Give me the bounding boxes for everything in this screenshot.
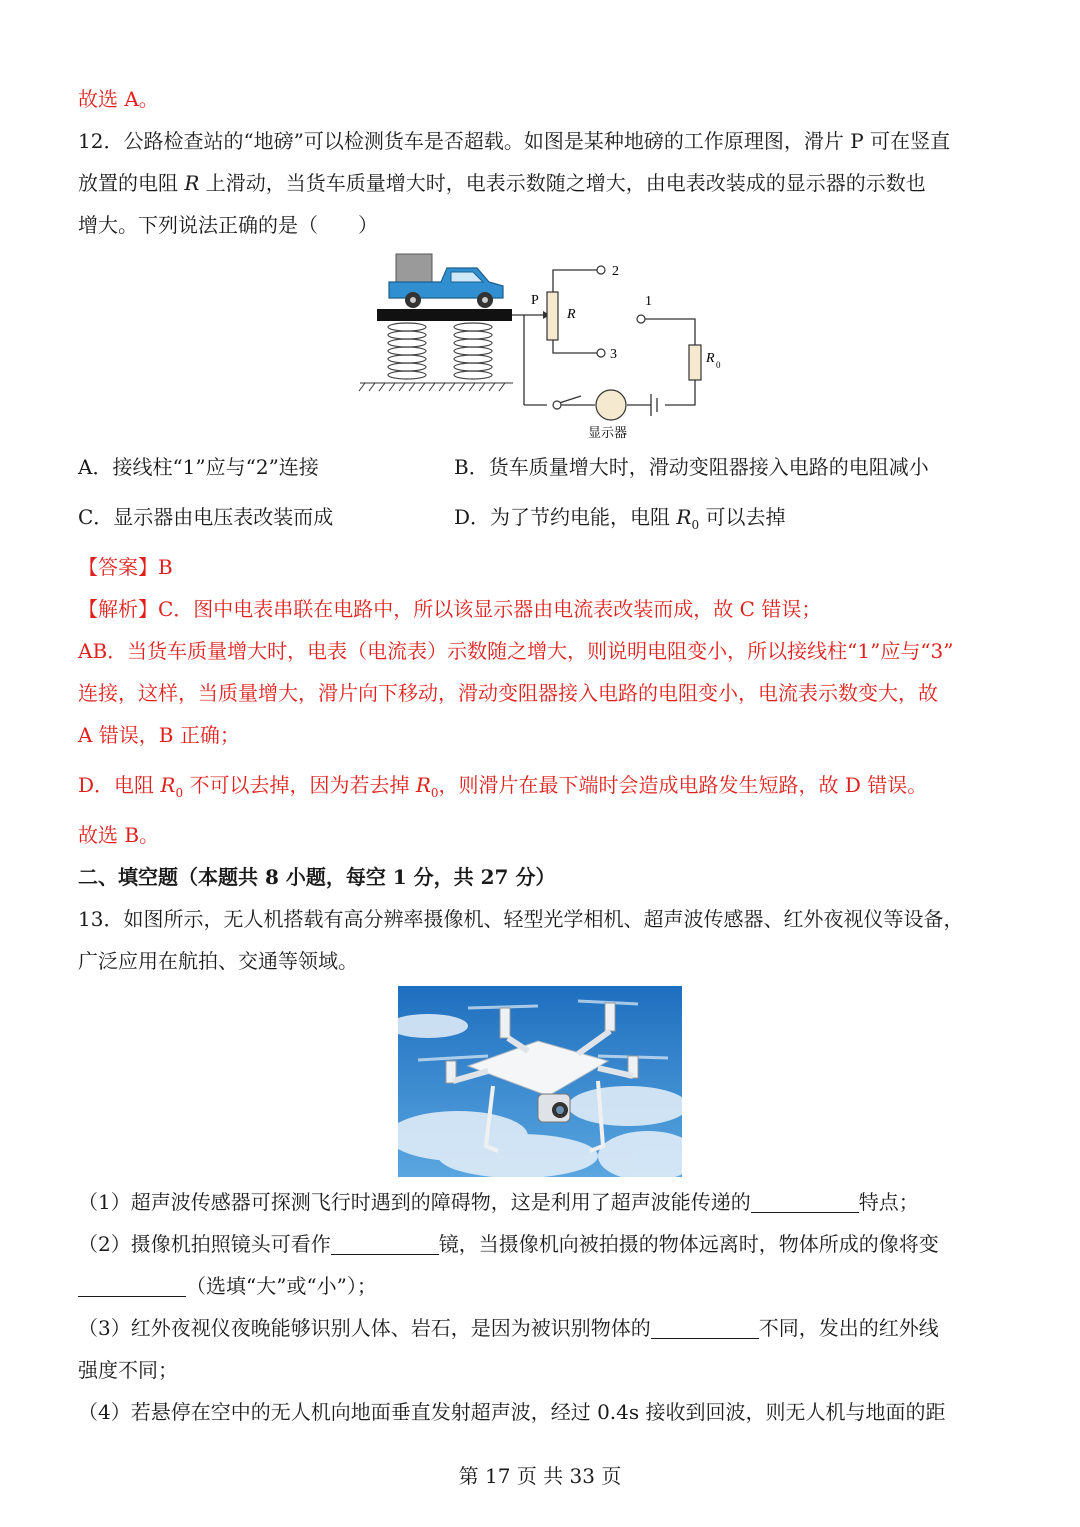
ground xyxy=(359,383,513,391)
resistor-r0 xyxy=(689,345,701,380)
option-d: D．为了节约电能，电阻 $R_0$ 可以去掉 xyxy=(454,505,786,532)
previous-conclusion: 故选 A。 xyxy=(78,87,159,111)
explanation-line4: A 错误，B 正确； xyxy=(78,723,240,747)
drone-photo xyxy=(398,986,682,1177)
final-answer: 故选 B。 xyxy=(78,823,160,847)
truck-icon xyxy=(389,254,503,308)
display-meter xyxy=(596,390,626,420)
terminal-3 xyxy=(597,349,605,357)
scale-platform xyxy=(377,309,512,321)
explanation-line1: 【解析】C．图中电表串联在电路中，所以该显示器由电流表改装而成，故 C 错误； xyxy=(78,597,822,621)
q13-sub4: （4）若悬停在空中的无人机向地面垂直发射超声波，经过 0.4s 接收到回波，则无人机与地面的距 xyxy=(78,1400,946,1424)
label-2: 2 xyxy=(612,264,619,279)
explanation-line2: AB．当货车质量增大时，电表（电流表）示数随之增大，则说明电阻变小，所以接线柱“1”应与“3” xyxy=(78,639,954,663)
q13-stem-line1: 13．如图所示，无人机搭载有高分辨率摄像机、轻型光学相机、超声波传感器、红外夜视仪等设备， xyxy=(78,907,964,931)
q13-sub2-cont: （选填“大”或“小”）； xyxy=(78,1271,377,1301)
label-3: 3 xyxy=(610,347,617,362)
terminal-2 xyxy=(597,266,605,274)
label-r0-sub: 0 xyxy=(716,360,721,370)
spring-right xyxy=(454,323,492,379)
q12-stem-line2: 放置的电阻 R 上滑动，当货车质量增大时，电表示数随之增大，由电表改装成的显示器的示数也 xyxy=(78,171,926,195)
option-b: B．货车质量增大时，滑动变阻器接入电路的电阻减小 xyxy=(454,455,929,479)
q13-sub1: （1）超声波传感器可探测飞行时遇到的障碍物，这是利用了超声波能传递的 特点； xyxy=(78,1190,919,1214)
label-display: 显示器 xyxy=(588,426,628,441)
q13-sub2: （2）摄像机拍照镜头可看作 镜，当摄像机向被拍摄的物体远离时，物体所成的像将变 xyxy=(78,1232,939,1256)
answer-blank-2[interactable] xyxy=(331,1232,439,1255)
switch-pivot xyxy=(553,401,561,409)
q12-stem-line3: 增大。下列说法正确的是（ ） xyxy=(78,213,378,237)
label-r0: R xyxy=(706,351,715,366)
explanation-line5: D．电阻 $R_0$ 不可以去掉，因为若去掉 $R_0$，则滑片在最下端时会造成电路发生短路，故 D 错误。 xyxy=(78,773,928,800)
explanation-line3: 连接，这样，当质量增大，滑片向下移动，滑动变阻器接入电路的电阻变小，电流表示数变大，故 xyxy=(78,681,938,705)
answer-blank-1[interactable] xyxy=(751,1190,859,1213)
answer-blank-4[interactable] xyxy=(651,1316,759,1339)
variable-resistor-r xyxy=(547,292,558,340)
option-c: C．显示器由电压表改装而成 xyxy=(78,505,334,529)
q13-sub3-cont: 强度不同； xyxy=(78,1358,178,1382)
terminal-1 xyxy=(637,315,645,323)
q13-sub3: （3）红外夜视仪夜晚能够识别人体、岩石，是因为被识别物体的 不同，发出的红外线 xyxy=(78,1316,939,1340)
label-r: R xyxy=(567,307,576,322)
option-a: A．接线柱“1”应与“2”连接 xyxy=(78,455,319,479)
q12-stem-line1: 12．公路检查站的“地磅”可以检测货车是否超载。如图是某种地磅的工作原理图，滑片 P 可在竖直 xyxy=(78,129,951,153)
page-footer: 第 17 页 共 33 页 xyxy=(458,1464,622,1488)
section-heading: 二、填空题（本题共 8 小题，每空 1 分，共 27 分） xyxy=(78,865,556,889)
q13-stem-line2: 广泛应用在航拍、交通等领域。 xyxy=(78,949,358,973)
label-1: 1 xyxy=(645,294,652,309)
answer-blank-3[interactable] xyxy=(78,1274,186,1297)
weighbridge-circuit-diagram xyxy=(355,250,735,445)
answer: 【答案】B xyxy=(78,555,173,579)
spring-left xyxy=(388,323,426,379)
label-p: P xyxy=(531,293,539,308)
